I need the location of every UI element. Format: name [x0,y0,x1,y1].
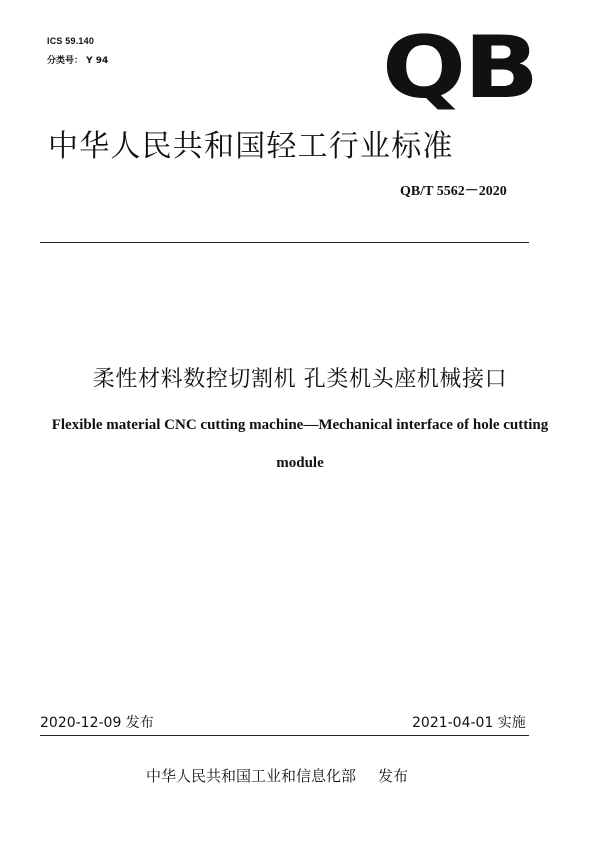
standard-category-title: 中华人民共和国轻工行业标准 [48,129,454,164]
issuer-action: 发布 [378,767,409,785]
implementation-date: 2021-04-01 实施 [412,715,526,731]
document-title-en: Flexible material CNC cutting machine—Mechanical interface of hole cutting module [51,417,549,471]
issuer-name: 中华人民共和国工业和信息化部 [146,767,357,785]
bottom-divider [40,735,529,736]
document-title-cn: 柔性材料数控切割机 孔类机头座机械接口 [92,367,508,392]
qb-logo: QB [382,18,537,118]
issue-date: 2020-12-09 发布 [40,715,154,731]
top-divider [40,242,529,243]
ics-code: ICS 59.140 [47,36,95,46]
standard-number: QB/T 5562－2020 [400,184,507,199]
issuer-line [146,765,408,786]
classification-code: 分类号： Y 94 [47,56,109,66]
